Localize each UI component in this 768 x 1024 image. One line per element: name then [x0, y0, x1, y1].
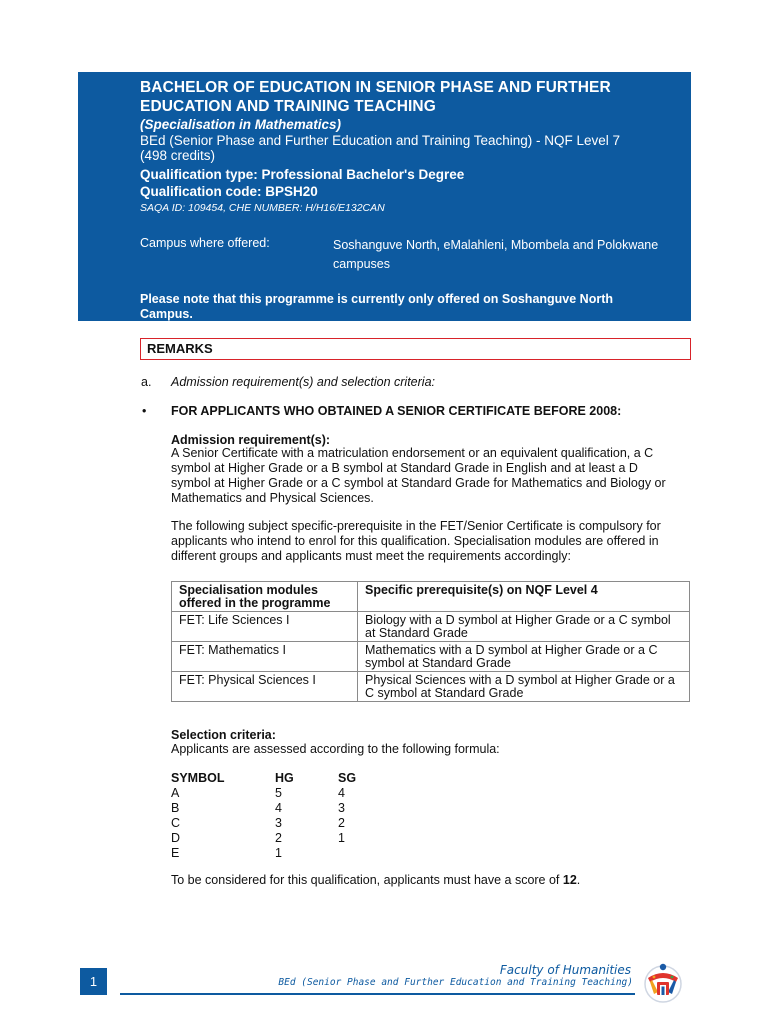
admission-line: symbol at Higher Grade or a C symbol at Standard Grade for Mathematics and Biology or [171, 476, 666, 490]
university-logo-icon [640, 958, 686, 1004]
grid-symbol: D [171, 831, 181, 845]
prerequisites-table [171, 581, 690, 702]
bullet-heading: FOR APPLICANTS WHO OBTAINED A SENIOR CERTIFICATE BEFORE 2008: [171, 404, 622, 418]
grid-sg: 3 [338, 801, 345, 815]
grid-symbol: C [171, 816, 181, 830]
saqa-id: SAQA ID: 109454, CHE NUMBER: H/H16/E132CAN [140, 202, 385, 214]
admission-line: A Senior Certificate with a matriculation endorsement or an equivalent qualification, a C [171, 446, 654, 460]
table-row [172, 642, 690, 672]
admission-line: Mathematics and Physical Sciences. [171, 491, 374, 505]
table-cell-module: FET: Physical Sciences I [172, 672, 358, 702]
grid-sg: 1 [338, 831, 345, 845]
campus-note [140, 292, 685, 322]
prereq-line: The following subject specific-prerequisite in the FET/Senior Certificate is compulsory for [171, 519, 661, 533]
campus-value [333, 236, 678, 274]
grid-hg: 3 [275, 816, 282, 830]
admission-paragraph [171, 446, 696, 506]
table-cell-prereq: Biology with a D symbol at Higher Grade or a C symbol at Standard Grade [358, 612, 690, 642]
table-cell-module: FET: Life Sciences I [172, 612, 358, 642]
grid-sg: 2 [338, 816, 345, 830]
specialisation: (Specialisation in Mathematics) [140, 117, 342, 132]
grid-hg: 1 [275, 846, 282, 860]
table-cell-prereq: Mathematics with a D symbol at Higher Grade or a C symbol at Standard Grade [358, 642, 690, 672]
selection-heading: Selection criteria: [171, 728, 276, 742]
score-suffix: . [576, 873, 581, 887]
selection-intro: Applicants are assessed according to the following formula: [171, 742, 500, 756]
bullet-marker: • [142, 404, 147, 418]
admission-heading: Admission requirement(s): [171, 433, 331, 447]
table-row [172, 672, 690, 702]
remarks-box [140, 338, 691, 360]
grid-symbol: A [171, 786, 180, 800]
item-a-text: Admission requirement(s) and selection criteria: [171, 375, 435, 389]
programme-title-line1: BACHELOR OF EDUCATION IN SENIOR PHASE AND FURTHER [140, 79, 611, 96]
symbol-grid [171, 771, 391, 866]
score-line [171, 873, 580, 888]
grid-header-symbol: SYMBOL [171, 771, 225, 785]
table-cell-module: FET: Mathematics I [172, 642, 358, 672]
table-cell-prereq: Physical Sciences with a D symbol at Higher Grade or a C symbol at Standard Grade [358, 672, 690, 702]
grid-header-hg: HG [275, 771, 294, 785]
grid-hg: 2 [275, 831, 282, 845]
grid-hg: 4 [275, 801, 282, 815]
footer-rule [120, 993, 635, 995]
footer-subtitle: BEd (Senior Phase and Further Education and Training Teaching) [278, 977, 633, 988]
campus-note-line2: Campus. [140, 307, 193, 321]
grid-sg: 4 [338, 786, 345, 800]
table-header-cell: Specific prerequisite(s) on NQF Level 4 [358, 582, 690, 612]
campus-label: Campus where offered: [140, 236, 270, 250]
qualification-type: Qualification type: Professional Bachelor's Degree [140, 167, 465, 182]
remarks-heading: REMARKS [147, 341, 213, 356]
bed-line2: (498 credits) [140, 148, 216, 163]
page-number: 1 [80, 968, 107, 995]
prereq-paragraph [171, 519, 696, 564]
admission-line: symbol at Higher Grade or a B symbol at Standard Grade in English and at least a D [171, 461, 638, 475]
prereq-line: applicants who intend to enrol for this qualification. Specialisation modules are offered in [171, 534, 659, 548]
table-row [172, 612, 690, 642]
table-header-cell: Specialisation modules offered in the programme [172, 582, 358, 612]
bed-line1: BEd (Senior Phase and Further Education and Training Teaching) - NQF Level 7 [140, 133, 621, 148]
campus-value-line1: Soshanguve North, eMalahleni, Mbombela and Polokwane [333, 238, 659, 252]
grid-symbol: E [171, 846, 180, 860]
score-prefix: To be considered for this qualification, applicants must have a score of [171, 873, 563, 887]
grid-header-sg: SG [338, 771, 357, 785]
campus-note-line1: Please note that this programme is currently only offered on Soshanguve North [140, 292, 614, 306]
programme-title-line2: EDUCATION AND TRAINING TEACHING [140, 98, 436, 115]
header-banner [78, 72, 691, 321]
qualification-code: Qualification code: BPSH20 [140, 184, 318, 199]
grid-hg: 5 [275, 786, 282, 800]
prereq-line: different groups and applicants must meet the requirements accordingly: [171, 549, 571, 563]
table-header-row [172, 582, 690, 612]
footer-faculty: Faculty of Humanities [499, 963, 631, 977]
score-value: 12 [562, 873, 577, 887]
grid-symbol: B [171, 801, 180, 815]
item-a-marker: a. [141, 375, 152, 389]
campus-value-line2: campuses [333, 257, 390, 271]
